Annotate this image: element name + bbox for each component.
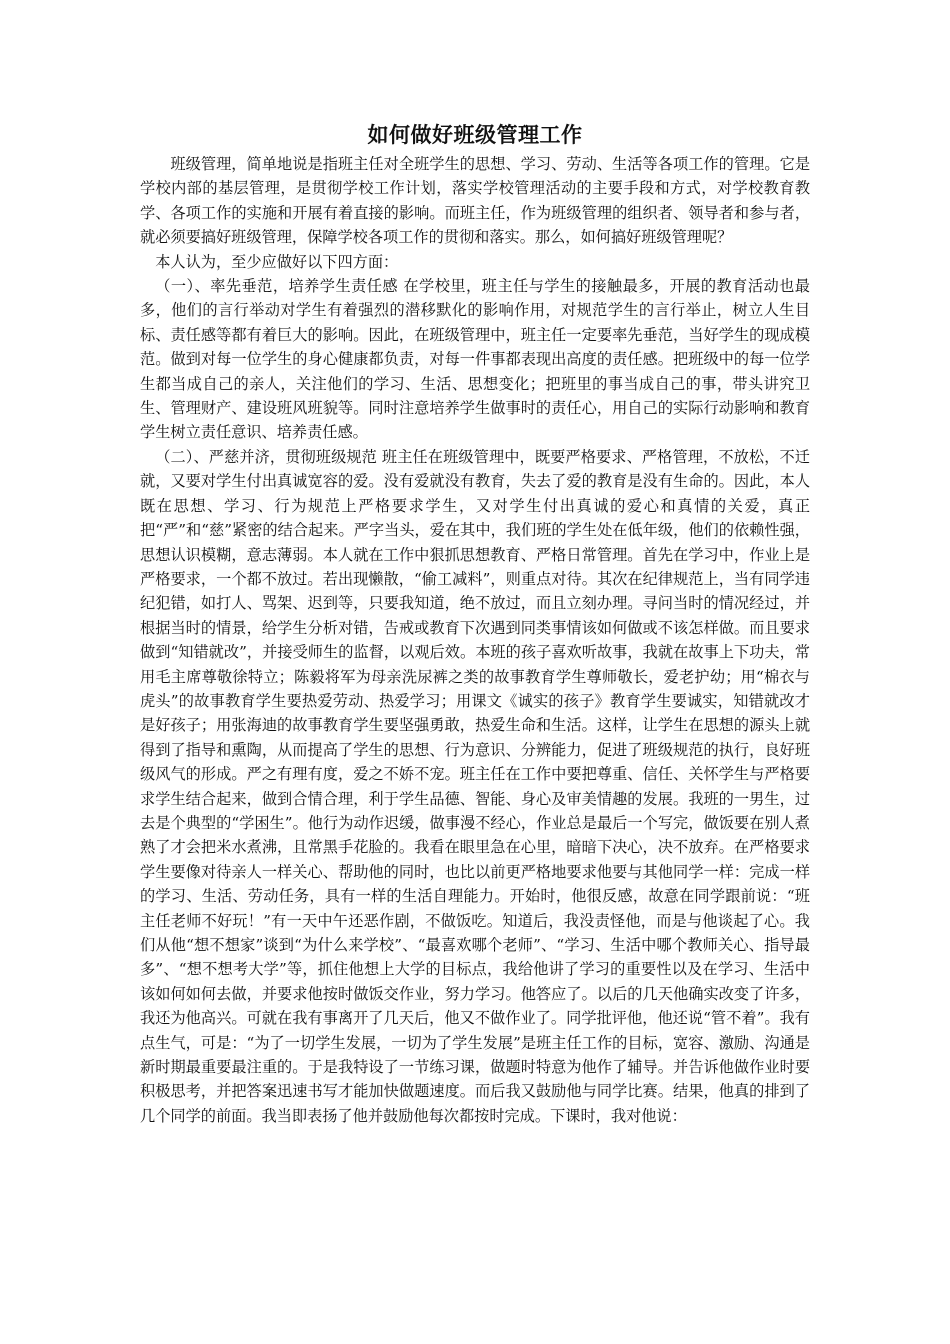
document-page: [140, 120, 810, 1128]
paragraph-intro: 班级管理，简单地说是指班主任对全班学生的思想、学习、劳动、生活等各项工作的管理。它是学校内部的基层管理，是贯彻学校工作计划，落实学校管理活动的主要手段和方式，对学校教育教学、各项工作的实施和开展有着直接的影响。而班主任，作为班级管理的组织者、领导者和参与者，就必须要搞好班级管理，保障学校各项工作的贯彻和落实。那么，如何搞好班级管理呢？: [140, 155, 810, 247]
paragraph-section-one: （一）、率先垂范，培养学生责任感 在学校里，班主任与学生的接触最多，开展的教育活动也最多，他们的言行举动对学生有着强烈的潜移默化的影响作用，对规范学生的言行举止，树立人生目标、责任感等都有着巨大的影响。因此，在班级管理中，班主任一定要率先垂范，当好学生的现成模范。做到对每一位学生的身心健康都负责，对每一件事都表现出高度的责任感。把班级中的每一位学生都当成自己的亲人，关注他们的学习、生活、思想变化；把班里的事当成自己的事，带头讲究卫生、管理财产、建设班风班貌等。同时注意培养学生做事时的责任心，用自己的实际行动影响和教育学生树立责任意识、培养责任感。: [140, 277, 810, 442]
paragraph-overview: 本人认为，至少应做好以下四方面：: [155, 252, 399, 271]
paragraph-section-two: （二）、严慈并济，贯彻班级规范 班主任在班级管理中，既要严格要求、严格管理，不放松，不迁就，又要对学生付出真诚宽容的爱。没有爱就没有教育，失去了爱的教育是没有生命的。因此，本人既在思想、学习、行为规范上严格要求学生，又对学生付出真诚的爱心和真情的关爱，真正把“严”和“慈”紧密的结合起来。严字当头，爱在其中，我们班的学生处在低年级，他们的依赖性强，思想认识模糊，意志薄弱。本人就在工作中狠抓思想教育、严格日常管理。首先在学习中，作业上是严格要求，一个都不放过。若出现懒散，“偷工减料”，则重点对待。其次在纪律规范上，当有同学违纪犯错，如打人、骂架、迟到等，只要我知道，绝不放过，而且立刻办理。寻问当时的情况经过，并根据当时的情景，给学生分析对错，告戒或教育下次遇到同类事情该如何做或不该怎样做。而且要求做到“知错就改”，并接受师生的监督，以观后效。本班的孩子喜欢听故事，我就在故事上下功夫，常用毛主席尊敬徐特立；陈毅将军为母亲洗尿裤之类的故事教育学生尊师敬长，爱老护幼；用“棉衣与虎头”的故事教育学生要热爱劳动、热爱学习；用课文《诚实的孩子》教育学生要诚实，知错就改才是好孩子；用张海迪的故事教育学生要坚强勇敢，热爱生命和生活。这样，让学生在思想的源头上就得到了指导和熏陶，从而提高了学生的思想、行为意识、分辨能力，促进了班级规范的执行，良好班级风气的形成。严之有理有度，爱之不娇不宠。班主任在工作中要把尊重、信任、关怀学生与严格要求学生结合起来，做到合情合理，利于学生品德、智能、身心及审美情趣的发展。我班的一男生，过去是个典型的“学困生”。他行为动作迟缓，做事漫不经心，作业总是最后一个写完，做饭要在别人煮熟了才会把米水煮沸，且常黑手花脸的。我看在眼里急在心里，暗暗下决心，决不放弃。在严格要求学生要像对待亲人一样关心、帮助他的同时，也比以前更严格地要求他要与其他同学一样：完成一样的学习、生活、劳动任务，具有一样的生活自理能力。开始时，他很反感，故意在同学跟前说：“班主任老师不好玩！”有一天中午还恶作剧，不做饭吃。知道后，我没责怪他，而是与他谈起了心。我们从他“想不想家”谈到“为什么来学校”、“最喜欢哪个老师”、“学习、生活中哪个教师关心、指导最多”、“想不想考大学”等，抓住他想上大学的目标点，我给他讲了学习的重要性以及在学习、生活中该如何如何去做，并要求他按时做饭交作业，努力学习。他答应了。以后的几天他确实改变了许多，我还为他高兴。可就在我有事离开了几天后，他又不做作业了。同学批评他，他还说“管不着”。我有点生气，可是：“为了一切学生发展，一切为了学生发展”是班主任工作的目标，宽容、激励、沟通是新时期最重要最注重的。于是我特设了一节练习课，做题时特意为他作了辅导。并告诉他做作业时要积极思考，并把答案迅速书写才能加快做题速度。而后我又鼓励他与同学比赛。结果，他真的排到了几个同学的前面。我当即表扬了他并鼓励他每次都按时完成。下课时，我对他说：: [140, 447, 810, 1125]
document-title: 如何做好班级管理工作: [367, 122, 583, 147]
